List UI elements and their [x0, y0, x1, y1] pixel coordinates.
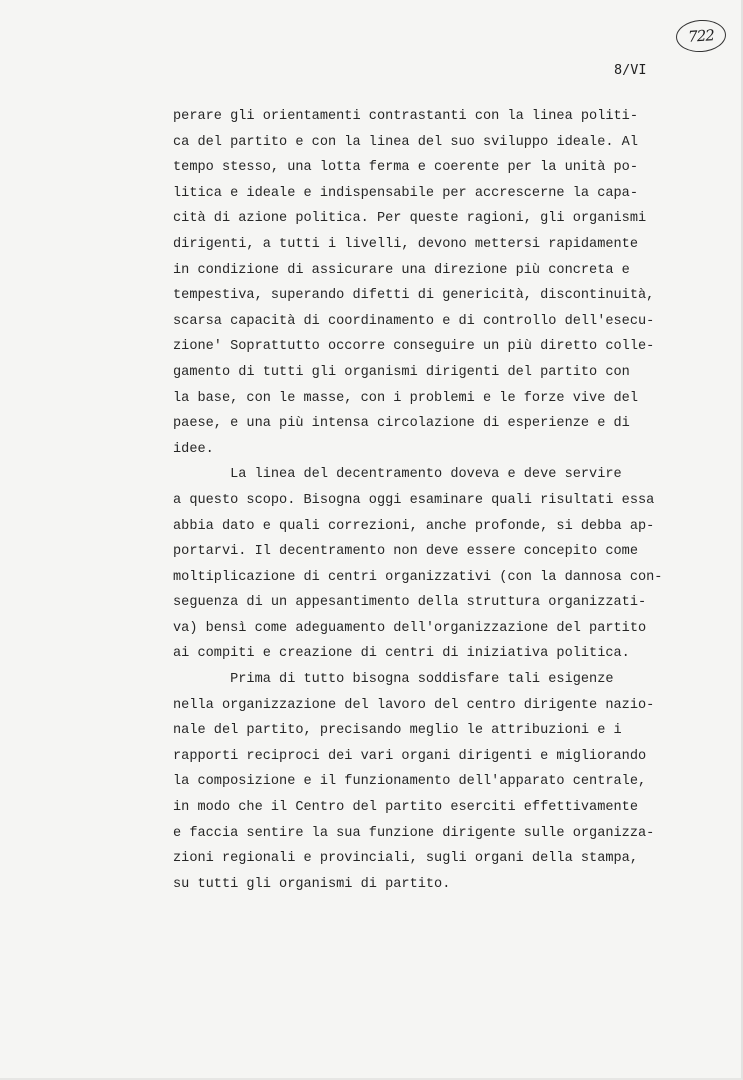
text-line: portarvi. Il decentramento non deve essere concepito come — [173, 544, 638, 560]
archive-stamp — [675, 18, 727, 53]
text-line: zioni regionali e provinciali, sugli organi della stampa, — [173, 851, 638, 867]
text-line: tempo stesso, una lotta ferma e coerente per la unità po- — [173, 160, 638, 176]
text-line: zione' Soprattutto occorre conseguire un più diretto colle- — [173, 339, 655, 355]
text-line: scarsa capacità di coordinamento e di controllo dell'esecu- — [173, 313, 655, 329]
text-line: in condizione di assicurare una direzione più concreta e — [173, 262, 630, 278]
text-line: su tutti gli organismi di partito. — [173, 876, 451, 892]
text-line: tempestiva, superando difetti di genericità, discontinuità, — [173, 288, 655, 304]
text-line: gamento di tutti gli organismi dirigenti del partito con — [173, 364, 630, 380]
text-line: paese, e una più intensa circolazione di esperienze e di — [173, 416, 630, 432]
archive-stamp-number: 722 — [687, 26, 715, 46]
text-line: ca del partito e con la linea del suo sviluppo ideale. Al — [173, 134, 638, 150]
text-line: in modo che il Centro del partito eserciti effettivamente — [173, 800, 638, 816]
text-line: nale del partito, precisando meglio le attribuzioni e i — [173, 723, 622, 739]
page-number: 8/VI — [614, 62, 647, 78]
text-line: rapporti reciproci dei vari organi dirigenti e migliorando — [173, 748, 647, 764]
text-line: va) bensì come adeguamento dell'organizzazione del partito — [173, 620, 647, 636]
text-line: abbia dato e quali correzioni, anche profonde, si debba ap- — [173, 518, 655, 534]
text-line: ai compiti e creazione di centri di iniziativa politica. — [173, 646, 630, 662]
text-line: idee. — [173, 441, 214, 457]
text-line: e faccia sentire la sua funzione dirigente sulle organizza- — [173, 825, 655, 841]
text-line: La linea del decentramento doveva e deve servire — [173, 467, 622, 483]
text-line: seguenza di un appesantimento della struttura organizzati- — [173, 595, 647, 611]
text-line: perare gli orientamenti contrastanti con la linea politi- — [173, 109, 638, 124]
typewritten-text-body — [173, 104, 723, 897]
text-line: Prima di tutto bisogna soddisfare tali esigenze — [173, 672, 614, 688]
text-line: cità di azione politica. Per queste ragioni, gli organismi — [173, 211, 647, 227]
text-line: a questo scopo. Bisogna oggi esaminare quali risultati essa — [173, 492, 655, 508]
text-line: dirigenti, a tutti i livelli, devono mettersi rapidamente — [173, 236, 638, 252]
text-line: litica e ideale e indispensabile per accrescerne la capa- — [173, 185, 638, 201]
text-line: la base, con le masse, con i problemi e le forze vive del — [173, 390, 638, 406]
text-line: moltiplicazione di centri organizzativi (con la dannosa con- — [173, 569, 663, 585]
text-line: la composizione e il funzionamento dell'apparato centrale, — [173, 774, 647, 790]
text-line: nella organizzazione del lavoro del centro dirigente nazio- — [173, 697, 655, 713]
